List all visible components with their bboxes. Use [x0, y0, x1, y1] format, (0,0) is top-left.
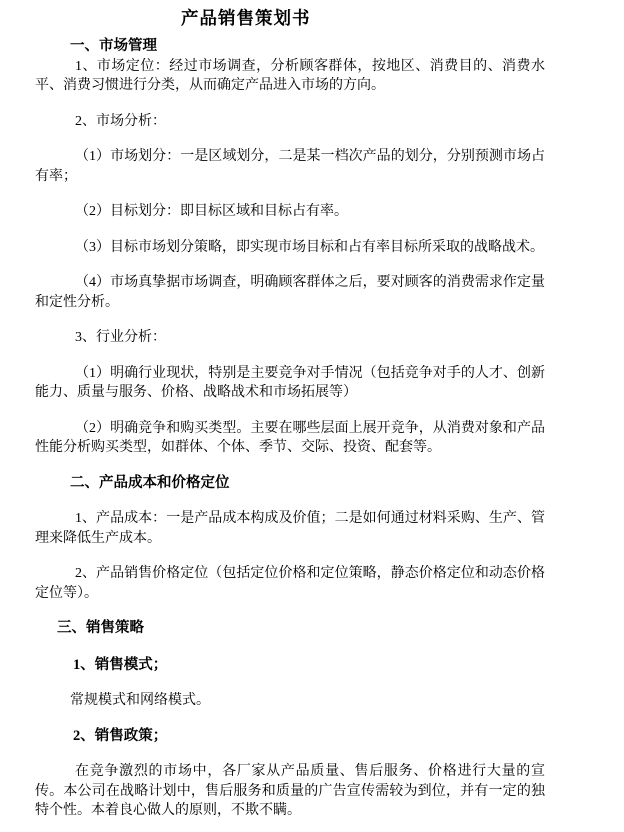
para-market-segmentation: （1）市场划分：一是区域划分，二是某一档次产品的划分，分别预测市场占有率；: [35, 149, 545, 184]
subheading-sales-model: 1、销售模式；: [73, 656, 168, 673]
subheading-sales-policy: 2、销售政策；: [73, 727, 168, 744]
para-price-positioning: 2、产品销售价格定位（包括定位价格和定位策略，静态价格定位和动态价格定位等）。: [35, 566, 545, 601]
para-industry-status: （1）明确行业现状，特别是主要竞争对手情况（包括竞争对手的人才、创新能力、质量与服务、价格、战略战术和市场拓展等）: [35, 365, 545, 400]
para-target-market-strategy: （3）目标市场划分策略，即实现市场目标和占有率目标所采取的战略战术。: [75, 239, 544, 255]
para-sales-policy-content: 在竞争激烈的市场中，各厂家从产品质量、售后服务、价格进行大量的宣传。本公司在战略计划中，售后服务和质量的广告宣传需较为到位，并有一定的独特个性。本着良心做人的原则，不欺不瞒。: [35, 764, 545, 818]
para-competition-purchase-types: （2）明确竞争和购买类型。主要在哪些层面上展开竞争，从消费对象和产品性能分析购买类型，如群体、个体、季节、交际、投资、配套等。: [35, 420, 545, 455]
para-industry-analysis-heading: 3、行业分析：: [75, 330, 166, 345]
para-target-segmentation: （2）目标划分：即目标区域和目标占有率。: [75, 204, 348, 219]
para-market-positioning: 1、市场定位：经过市场调查，分析顾客群体，按地区、消费目的、消费水平、消费习惯进行分类，从而确定产品进入市场的方向。: [35, 58, 545, 93]
para-product-cost: 1、产品成本：一是产品成本构成及价值；二是如何通过材料采购、生产、管理来降低生产成本。: [35, 511, 545, 546]
section-3-heading: 三、销售策略: [57, 620, 144, 636]
document-title: 产品销售策划书: [181, 8, 311, 28]
para-sales-model-content: 常规模式和网络模式。: [70, 693, 210, 708]
para-market-survey: （4）市场真挚据市场调查，明确顾客群体之后，要对顾客的消费需求作定量和定性分析。: [35, 275, 545, 310]
section-2-heading: 二、产品成本和价格定位: [70, 474, 230, 491]
section-1-heading: 一、市场管理: [70, 38, 157, 54]
para-market-analysis-heading: 2、市场分析：: [75, 113, 166, 129]
